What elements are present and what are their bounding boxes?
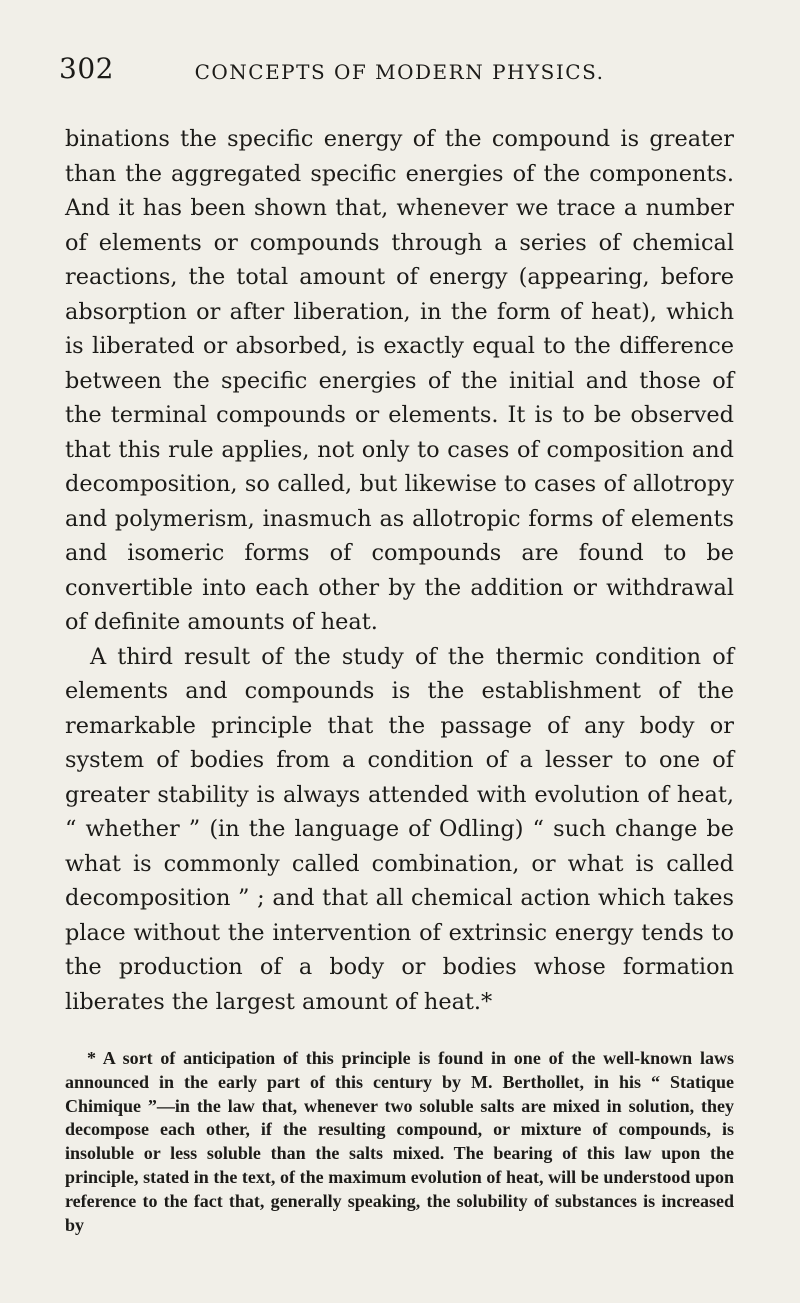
body-text — [65, 122, 734, 1019]
running-head — [59, 50, 734, 90]
page-number: 302 — [59, 52, 114, 85]
paragraph: A third result of the study of the thermic condition of elements and compounds is the establishment of the remarkable principle that the passage of any body or system of bodies from a condition of a lesser to one of greater stability is always attended with evolution of heat, “ whether ” (in the language of Odling) “ such change be what is commonly called combination, or what is called decomposition ” ; and that all chemical action which takes place without the intervention of extrinsic energy tends to the production of a body or bodies whose formation liberates the largest amount of heat.* — [65, 643, 734, 1015]
footnote-text: * A sort of anticipation of this principle is found in one of the well-known laws announced in the early part of this century by M. Berthollet, in his “ Statique Chimique ”—in the law that, whenever two soluble salts are mixed in solution, they decompose each other, if the resulting compound, or mixture of compounds, is insoluble or less soluble than the salts mixed. The bearing of this law upon the principle, stated in the text, of the maximum evolution of heat, will be understood upon reference to the fact that, generally speaking, the solubility of substances is increased by — [65, 1048, 734, 1235]
paragraph-continued: binations the specific energy of the compound is greater than the aggregated specific energies of the components. And it has been shown that, whenever we trace a number of elements or compounds through a series of chemical reactions, the total amount of energy (appearing, before absorption or after liberation, in the form of heat), which is liberated or absorbed, is exactly equal to the difference between the specific energies of the initial and those of the terminal compounds or elements. It is to be observed that this rule applies, not only to cases of composition and decomposition, so called, but likewise to cases of allotropy and polymerism, inasmuch as allotropic forms of elements and isomeric forms of compounds are found to be convertible into each other by the addition or withdrawal of definite amounts of heat. — [65, 126, 734, 635]
footnote — [65, 1047, 734, 1237]
running-title: CONCEPTS OF MODERN PHYSICS. — [194, 60, 605, 84]
